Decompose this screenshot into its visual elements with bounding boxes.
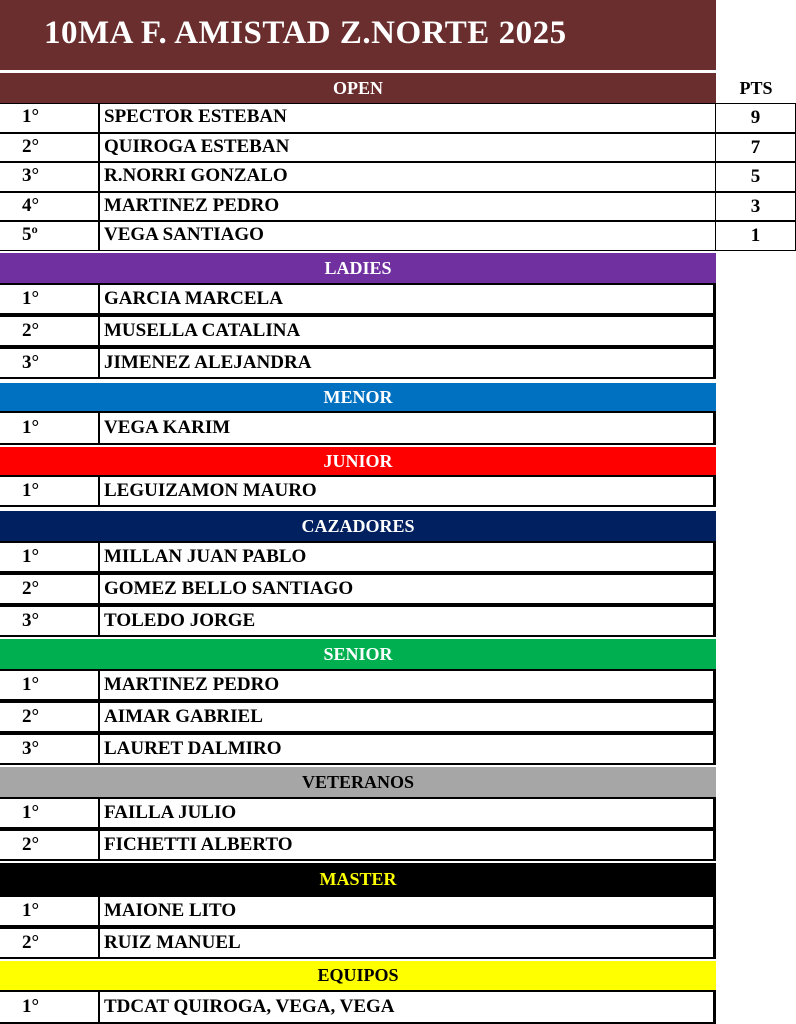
position-cell: 1° — [22, 996, 40, 1017]
table-row — [0, 192, 716, 222]
position-cell: 2° — [22, 320, 40, 341]
position-cell: 2° — [22, 834, 40, 855]
table-row — [0, 475, 716, 507]
position-cell: 3° — [22, 610, 40, 631]
table-row — [0, 927, 716, 959]
category-header-open: OPEN — [0, 73, 716, 103]
player-name-cell: SPECTOR ESTEBAN — [98, 104, 715, 132]
player-name-cell: MAIONE LITO — [98, 897, 713, 925]
table-row — [0, 221, 716, 251]
table-row — [0, 133, 716, 163]
position-cell: 1° — [22, 802, 40, 823]
position-cell: 2° — [22, 706, 40, 727]
category-header-senior: SENIOR — [0, 639, 716, 669]
points-cell: 9 — [716, 103, 796, 133]
table-row — [0, 103, 716, 133]
player-name-cell: VEGA SANTIAGO — [98, 222, 715, 250]
position-cell: 3° — [22, 165, 40, 187]
table-row — [0, 541, 716, 573]
player-name-cell: FICHETTI ALBERTO — [98, 831, 713, 859]
table-row — [0, 701, 716, 733]
position-cell: 2° — [22, 578, 40, 599]
player-name-cell: LAURET DALMIRO — [98, 735, 713, 763]
player-name-cell: QUIROGA ESTEBAN — [98, 134, 715, 162]
table-row — [0, 895, 716, 927]
player-name-cell: GOMEZ BELLO SANTIAGO — [98, 575, 713, 603]
player-name-cell: VEGA KARIM — [98, 413, 713, 443]
category-header-master: MASTER — [0, 863, 716, 895]
table-row — [0, 283, 716, 315]
position-cell: 2° — [22, 932, 40, 953]
player-name-cell: TDCAT QUIROGA, VEGA, VEGA — [98, 992, 713, 1022]
player-name-cell: R.NORRI GONZALO — [98, 163, 715, 191]
points-column-header: PTS — [739, 78, 773, 98]
player-name-cell: TOLEDO JORGE — [98, 607, 713, 635]
table-row — [0, 733, 716, 765]
position-cell: 1° — [22, 900, 40, 921]
points-cell: 5 — [716, 162, 796, 192]
position-cell: 3° — [22, 738, 40, 759]
position-cell: 1° — [22, 546, 40, 567]
player-name-cell: RUIZ MANUEL — [98, 929, 713, 957]
position-cell: 1° — [22, 480, 40, 501]
table-row — [0, 411, 716, 445]
category-header-ladies: LADIES — [0, 253, 716, 283]
player-name-cell: MILLAN JUAN PABLO — [98, 543, 713, 571]
position-cell: 1° — [22, 674, 40, 695]
position-cell: 5º — [22, 224, 38, 246]
player-name-cell: AIMAR GABRIEL — [98, 703, 713, 731]
table-row — [0, 829, 716, 861]
player-name-cell: MUSELLA CATALINA — [98, 317, 713, 345]
position-cell: 4° — [22, 194, 40, 216]
player-name-cell: MARTINEZ PEDRO — [98, 193, 715, 221]
category-header-menor: MENOR — [0, 383, 716, 411]
player-name-cell: GARCIA MARCELA — [98, 285, 713, 313]
position-cell: 1° — [22, 417, 40, 438]
table-row — [0, 669, 716, 701]
position-cell: 1° — [22, 106, 40, 127]
table-row — [0, 990, 716, 1024]
table-row — [0, 797, 716, 829]
table-row — [0, 315, 716, 347]
table-row — [0, 347, 716, 379]
table-row — [0, 605, 716, 637]
category-header-veteranos: VETERANOS — [0, 767, 716, 797]
points-cell: 1 — [716, 221, 796, 251]
table-row — [0, 162, 716, 192]
player-name-cell: JIMENEZ ALEJANDRA — [98, 349, 713, 377]
position-cell: 2° — [22, 135, 40, 157]
player-name-cell: FAILLA JULIO — [98, 799, 713, 827]
points-cell: 3 — [716, 192, 796, 222]
table-row — [0, 573, 716, 605]
position-cell: 1° — [22, 288, 40, 309]
category-header-junior: JUNIOR — [0, 447, 716, 475]
category-header-cazadores: CAZADORES — [0, 511, 716, 541]
player-name-cell: LEGUIZAMON MAURO — [98, 477, 713, 505]
points-cell: 7 — [716, 133, 796, 163]
position-cell: 3° — [22, 352, 40, 373]
player-name-cell: MARTINEZ PEDRO — [98, 671, 713, 699]
category-header-equipos: EQUIPOS — [0, 961, 716, 990]
page-title: 10MA F. AMISTAD Z.NORTE 2025 — [0, 0, 716, 70]
